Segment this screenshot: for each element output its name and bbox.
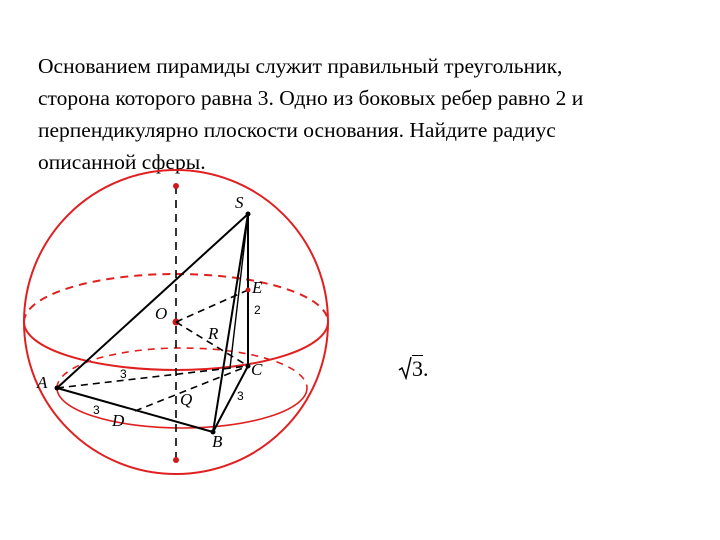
problem-line-3: перпендикулярно плоскости основания. Найдите радиус [38,118,556,142]
answer-radicand: 3 [412,356,423,381]
edge-SA [57,214,248,388]
sqrt-icon [398,356,412,380]
length-AC: 3 [120,367,127,381]
label-O: O [155,304,168,323]
point-A [55,386,60,391]
length-BC: 3 [237,389,244,403]
length-CE: 2 [254,303,261,317]
length-AD: 3 [93,403,100,417]
label-B: B [212,432,223,451]
label-A: A [37,373,48,392]
label-C: C [251,360,263,379]
problem-line-1: Основанием пирамиды служит правильный треугольник, [38,54,563,78]
point-C [246,364,251,369]
point-S [246,212,251,217]
label-R: R [208,324,219,343]
answer [398,356,429,382]
label-S: S [235,193,244,212]
answer-suffix: . [423,356,429,381]
label-D: D [112,411,125,430]
axis-top-dot [173,183,179,189]
problem-line-2: сторона которого равна 3. Одно из боковых ребер равно 2 и [38,86,584,110]
label-E: E [252,278,263,297]
problem-line-4: описанной сферы. [38,150,206,174]
point-E [246,288,251,293]
axis-bottom-dot [173,457,179,463]
label-Q: Q [180,390,193,409]
